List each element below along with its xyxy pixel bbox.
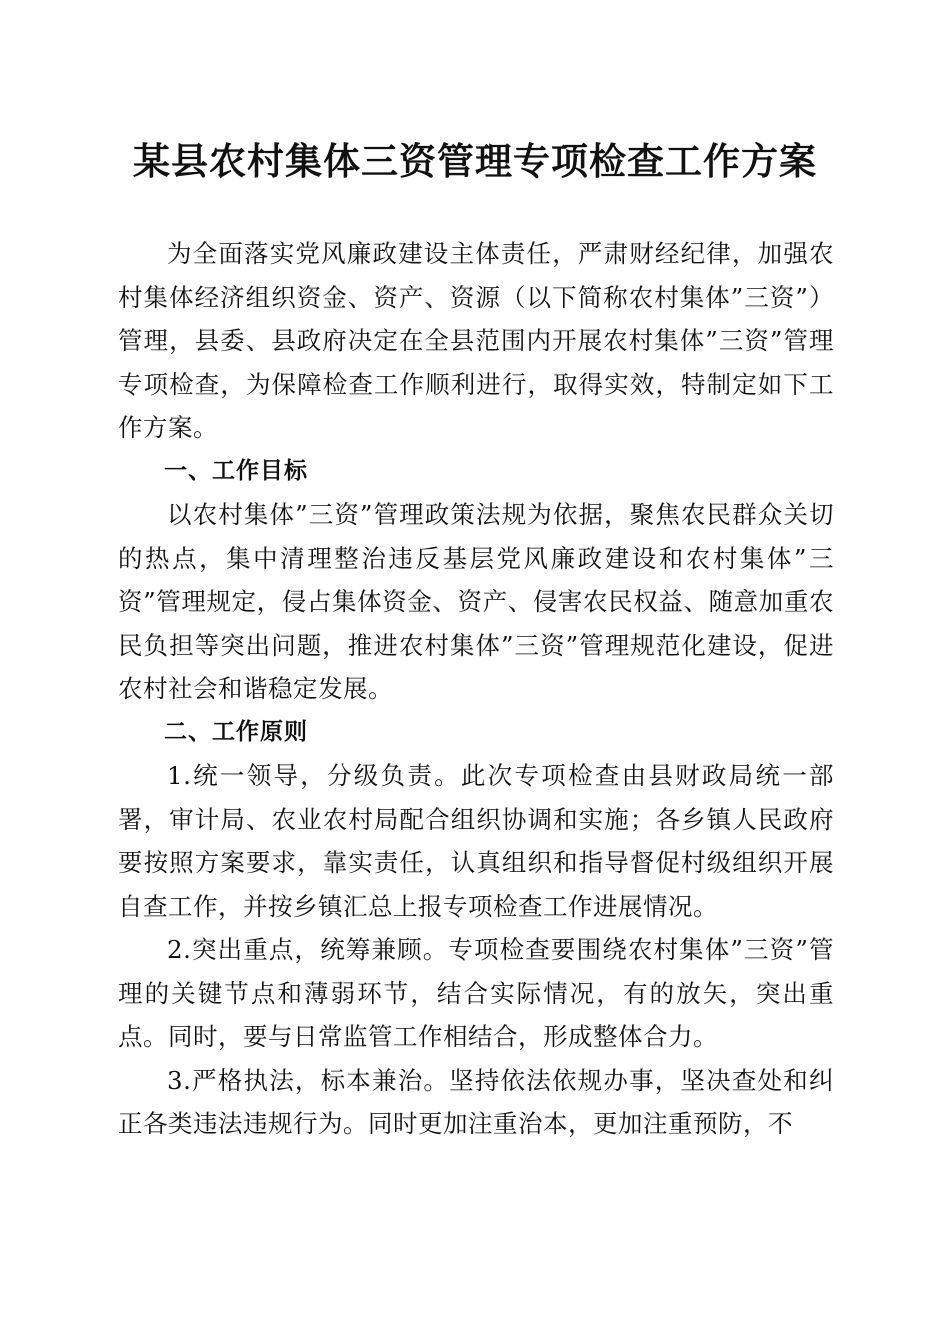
section-heading-goals: 一、工作目标 bbox=[164, 457, 308, 484]
principle-paragraph-2: 2.突出重点，统筹兼顾。专项检查要围绕农村集体”三资”管理的关键节点和薄弱环节，结合实际情况，有的放矢，突出重点。同时，要与日常监管工作相结合，形成整体合力。 bbox=[118, 935, 834, 1051]
principle-paragraph-3: 3.严格执法，标本兼治。坚持依法依规办事，坚决查处和纠正各类违法违规行为。同时更加注重治本，更加注重预防，不 bbox=[118, 1065, 834, 1138]
document-body bbox=[118, 232, 834, 1146]
goals-paragraph: 以农村集体”三资”管理政策法规为依据，聚焦农民群众关切的热点，集中清理整治违反基层党风廉政建设和农村集体”三资”管理规定，侵占集体资金、资产、侵害农民权益、随意加重农民负担等突出问题，推进农村集体”三资”管理规范化建设，促进农村社会和谐稳定发展。 bbox=[118, 500, 834, 703]
principle-paragraph-1: 1.统一领导，分级负责。此次专项检查由县财政局统一部署，审计局、农业农村局配合组织协调和实施；各乡镇人民政府要按照方案要求，靠实责任，认真组织和指导督促村级组织开展自查工作，并按乡镇汇总上报专项检查工作进展情况。 bbox=[118, 761, 834, 921]
section-heading-principles: 二、工作原则 bbox=[164, 718, 308, 745]
intro-paragraph: 为全面落实党风廉政建设主体责任，严肃财经纪律，加强农村集体经济组织资金、资产、资源（以下简称农村集体”三资”）管理，县委、县政府决定在全县范围内开展农村集体”三资”管理专项检查，为保障检查工作顺利进行，取得实效，特制定如下工作方案。 bbox=[118, 239, 834, 442]
document-title: 某县农村集体三资管理专项检查工作方案 bbox=[133, 139, 817, 183]
